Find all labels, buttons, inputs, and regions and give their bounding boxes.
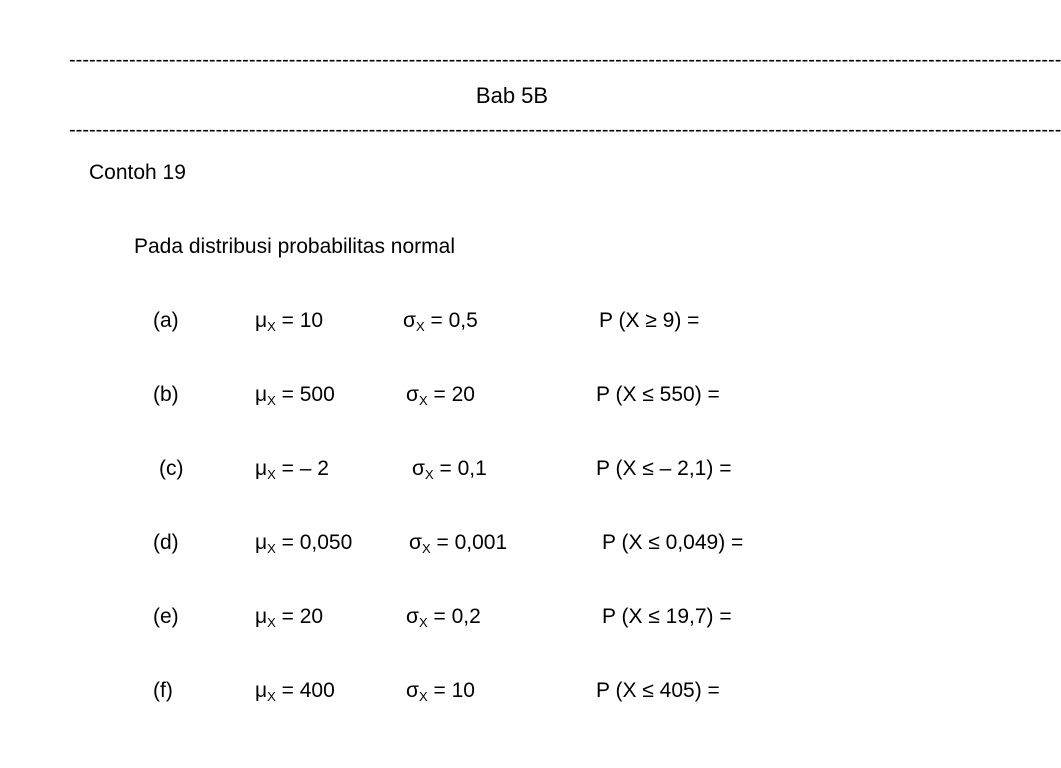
probability-expression: P (X ≤ – 2,1) = <box>596 457 732 480</box>
probability-expression: P (X ≤ 0,049) = <box>602 531 744 554</box>
problem-label: (f) <box>153 679 173 702</box>
example-heading: Contoh 19 <box>89 161 186 184</box>
std-dev-value: $\sigma_X = 0,1$ <box>412 457 487 482</box>
page-title: Bab 5B <box>475 83 549 108</box>
std-dev-value: $\sigma_X = 0,5$ <box>403 309 478 334</box>
probability-expression: P (X ≤ 550) = <box>596 383 720 406</box>
std-dev-value: $\sigma_X = 10$ <box>406 679 475 704</box>
mean-value: $\mu_X = 500$ <box>255 383 335 408</box>
problem-label: (a) <box>153 309 179 332</box>
problem-row-d <box>0 530 1024 560</box>
std-dev-value: $\sigma_X = 0,2$ <box>406 605 481 630</box>
bottom-divider: ----------------------------------------------------------------------------------------------------------------------------------------------------- <box>69 119 1061 141</box>
probability-expression: P (X ≤ 19,7) = <box>602 605 732 628</box>
probability-expression: P (X ≥ 9) = <box>599 309 700 332</box>
problem-label: (c) <box>159 457 184 480</box>
problem-row-a <box>0 308 1024 338</box>
problem-row-c <box>0 456 1024 486</box>
problem-row-b <box>0 382 1024 412</box>
problem-row-e <box>0 604 1024 634</box>
problem-row-f <box>0 678 1024 708</box>
mean-value: $\mu_X = 10$ <box>255 309 324 334</box>
intro-text: Pada distribusi probabilitas normal <box>134 235 455 258</box>
mean-value: $\mu_X = 0,050$ <box>255 531 353 556</box>
probability-expression: P (X ≤ 405) = <box>596 679 720 702</box>
std-dev-value: $\sigma_X = 20$ <box>406 383 475 408</box>
mean-value: $\mu_X = 400$ <box>255 679 335 704</box>
problem-label: (b) <box>153 383 179 406</box>
mean-value: $\mu_X$ = – 2 <box>255 457 329 482</box>
std-dev-value: $\sigma_X = 0,001$ <box>409 531 508 556</box>
mean-value: $\mu_X = 20$ <box>255 605 324 630</box>
problem-label: (d) <box>153 531 179 554</box>
top-divider: ----------------------------------------------------------------------------------------------------------------------------------------------------- <box>69 49 1061 71</box>
problem-label: (e) <box>153 605 179 628</box>
